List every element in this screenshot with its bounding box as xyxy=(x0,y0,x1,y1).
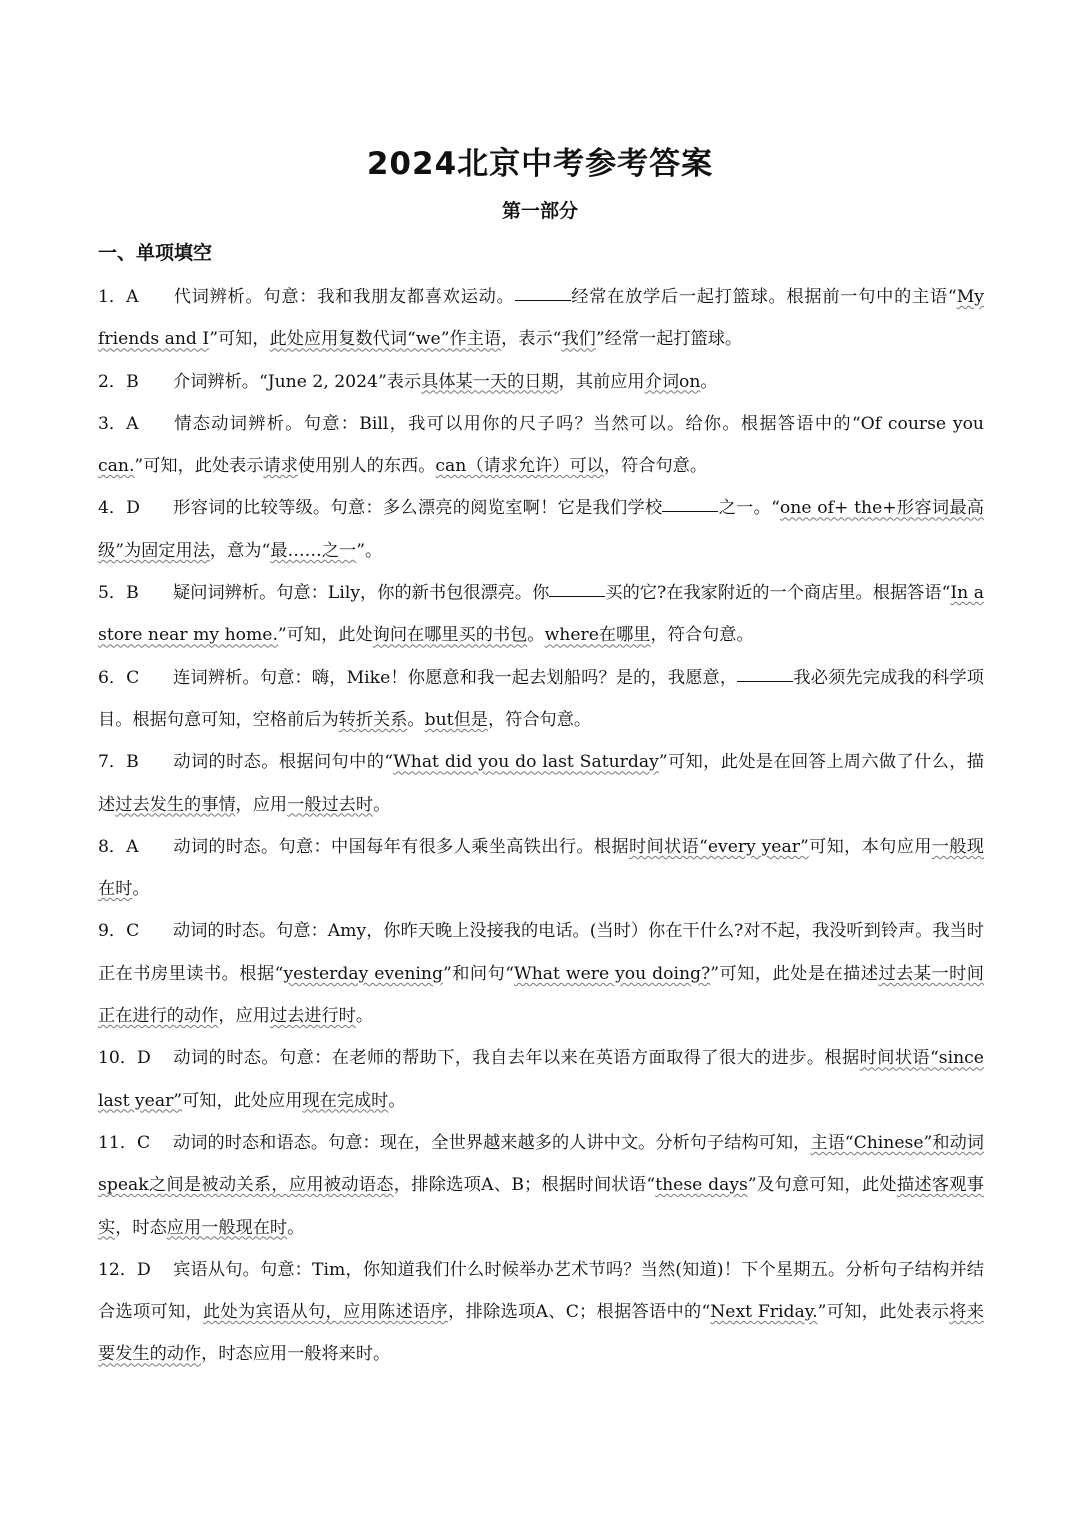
underlined-key-phrase: these days xyxy=(655,1175,748,1196)
answer-text: ”经常一起打篮球。 xyxy=(595,329,743,350)
answer-item xyxy=(98,741,984,826)
answer-text: 买的它?在我家附近的一个商店里。根据答语“ xyxy=(605,583,951,604)
underlined-key-phrase: 描述客观事实 xyxy=(98,1175,984,1238)
underlined-key-phrase: 一般现在时 xyxy=(98,836,984,900)
answer-number: 10．D xyxy=(98,1048,151,1069)
underlined-key-phrase: 过去某一时间正在进行的动作 xyxy=(98,963,984,1027)
answer-text: ”可知，此处表示 xyxy=(134,456,264,477)
answer-item xyxy=(98,657,984,742)
answer-text: 。 xyxy=(388,1090,406,1111)
underlined-key-phrase: 过去进行时 xyxy=(269,1006,356,1027)
answer-text: 使用别人的东西。 xyxy=(297,456,436,477)
answer-text: ，符合句意。 xyxy=(487,709,592,730)
answer-item xyxy=(98,572,984,657)
answer-text: 代词辨析。句意：我和我朋友都喜欢运动。 xyxy=(173,287,515,307)
answer-text: ，排除选项A、B；根据时间状语“ xyxy=(393,1175,656,1196)
underlined-key-phrase: 请求 xyxy=(263,456,298,477)
answer-text: ”及句意可知，此处 xyxy=(747,1175,897,1196)
underlined-key-phrase: but但是 xyxy=(424,709,488,730)
underlined-key-phrase: where在哪里 xyxy=(544,625,651,646)
answer-text: ，时态 xyxy=(115,1217,167,1238)
underlined-key-phrase: 将来要发生的动作 xyxy=(98,1302,984,1365)
answer-text: 情态动词辨析。句意：Bill，我可以用你的尺子吗？当然可以。给你。根据答语中的“Of course you xyxy=(173,413,984,434)
answer-text: 连词辨析。句意：嗨，Mike！你愿意和我一起去划船吗？是的，我愿意， xyxy=(173,667,738,688)
underlined-key-phrase: 此处为宾语从句，应用陈述语序 xyxy=(203,1302,449,1323)
answer-text: ”和问句“ xyxy=(443,963,515,984)
answer-text: ，其前应用 xyxy=(558,371,645,392)
answer-text: ”可知，此处 xyxy=(277,625,373,646)
underlined-key-phrase: 一般过去时 xyxy=(287,794,374,815)
answer-list xyxy=(98,276,984,1376)
underlined-key-phrase: 询问在哪里买的书包 xyxy=(372,625,528,646)
answer-item xyxy=(98,276,984,361)
answer-text: 。 xyxy=(373,794,391,815)
answer-text: 。 xyxy=(287,1217,305,1238)
underlined-key-phrase: 应用一般现在时 xyxy=(166,1217,288,1238)
answer-text: 动词的时态。根据问句中的“ xyxy=(173,752,394,773)
answer-number: 9．C xyxy=(98,921,140,942)
fill-blank xyxy=(737,680,793,682)
answer-item xyxy=(98,403,984,488)
answer-text: 。 xyxy=(355,1006,374,1027)
answer-text: 形容词的比较等级。句意：多么漂亮的阅览室啊！它是我们学校 xyxy=(173,498,663,519)
underlined-key-phrase: Next Friday. xyxy=(710,1302,818,1323)
fill-blank xyxy=(515,299,571,301)
answer-number: 3．A xyxy=(98,413,139,434)
answer-text: 。 xyxy=(407,709,425,730)
answer-text: 动词的时态。句意：Amy，你昨天晚上没接我的电话。(当时）你在干什么?对不起，我没听到铃声。我当时正在书房里读书。根据“ xyxy=(98,921,984,984)
answer-text: 可知，此处应用 xyxy=(182,1090,303,1111)
answer-text: 动词的时态。句意：在老师的帮助下，我自去年以来在英语方面取得了很大的进步。根据 xyxy=(173,1048,860,1069)
underlined-key-phrase: one of+ the+形容词最高级”为固定用法 xyxy=(98,498,984,561)
underlined-key-phrase: can. xyxy=(98,456,135,477)
answer-item xyxy=(98,910,984,1037)
answer-text: 介词辨析。“June 2, 2024”表示 xyxy=(173,371,422,392)
answer-number: 4．D xyxy=(98,498,140,519)
underlined-key-phrase: 介词on xyxy=(644,371,701,392)
answer-text: 。 xyxy=(700,371,718,392)
answer-text: 之一。“ xyxy=(718,498,780,519)
underlined-key-phrase: 过去发生的事情 xyxy=(115,794,236,815)
underlined-key-phrase: In a store near my home. xyxy=(98,583,984,646)
answer-text: 我必须先完成我的科学项目。根据句意可知，空格前后为 xyxy=(98,667,984,730)
underlined-key-phrase: What did you do last Saturday xyxy=(393,752,659,773)
fill-blank xyxy=(662,510,718,512)
answer-text: ，符合句意。 xyxy=(650,625,754,646)
answer-text: ，意为“ xyxy=(209,540,271,561)
underlined-key-phrase: 具体某一天的日期 xyxy=(421,371,559,392)
underlined-key-phrase: 现在完成时 xyxy=(302,1090,389,1111)
answer-text: ，应用 xyxy=(218,1006,270,1027)
answer-text: ，应用 xyxy=(235,794,288,815)
answer-text: 。 xyxy=(132,879,150,900)
answer-text: ，排除选项A、C；根据答语中的“ xyxy=(448,1302,711,1323)
underlined-key-phrase: 主语“Chinese”和动词speak之间是被动关系，应用被动语态 xyxy=(98,1132,984,1196)
answer-number: 8．A xyxy=(98,836,139,857)
answer-text: 动词的时态。句意：中国每年有很多人乘坐高铁出行。根据 xyxy=(173,836,629,857)
answer-item xyxy=(98,1037,984,1122)
underlined-key-phrase: 时间状语“every year” xyxy=(628,836,809,857)
answer-number: 6．C xyxy=(98,667,140,688)
answer-item xyxy=(98,487,984,572)
answer-text: 经常在放学后一起打篮球。根据前一句中的主语“ xyxy=(570,287,957,307)
answer-number: 11．C xyxy=(98,1132,151,1153)
underlined-key-phrase: can（请求允许）可以 xyxy=(435,456,604,477)
underlined-key-phrase: My friends and I xyxy=(98,287,984,350)
underlined-key-phrase: yesterday evening xyxy=(283,963,443,984)
answer-item xyxy=(98,1249,984,1376)
answer-text: ”。 xyxy=(356,540,383,561)
underlined-key-phrase: 转折关系 xyxy=(338,709,408,730)
answer-number: 5．B xyxy=(98,583,139,604)
answer-text: 可知，本句应用 xyxy=(808,836,932,857)
answer-text: ”可知，此处是在描述 xyxy=(710,963,879,984)
answer-text: ”可知，此处表示 xyxy=(817,1302,950,1323)
underlined-key-phrase: 时间状语“since last year” xyxy=(98,1048,984,1111)
answer-number: 1．A xyxy=(98,287,139,307)
underlined-key-phrase: 此处应用复数代词“we”作主语 xyxy=(269,329,502,350)
answer-text: 动词的时态和语态。句意：现在，全世界越来越多的人讲中文。分析句子结构可知， xyxy=(173,1132,811,1153)
answer-item xyxy=(98,1122,984,1249)
fill-blank xyxy=(549,595,605,597)
part-heading: 第一部分 xyxy=(501,200,578,222)
underlined-key-phrase: 最……之一 xyxy=(270,540,357,561)
answer-text: ”可知，此处是在回答上周六做了什么，描述 xyxy=(98,752,984,815)
page-title: 2024北京中考参考答案 xyxy=(366,146,714,182)
underlined-key-phrase: 我们 xyxy=(561,329,596,350)
answer-number: 2．B xyxy=(98,371,139,392)
answer-text: ，时态应用一般将来时。 xyxy=(201,1344,391,1365)
answer-text: ，表示“ xyxy=(501,329,562,350)
answer-text: 宾语从句。句意：Tim，你知道我们什么时候举办艺术节吗？当然(知道)！下个星期五。分析句子结构并结合选项可知， xyxy=(98,1259,984,1323)
answer-number: 7．B xyxy=(98,752,139,773)
answer-text: 疑问词辨析。句意：Lily，你的新书包很漂亮。你 xyxy=(173,583,550,604)
section-heading: 一、单项填空 xyxy=(98,242,213,264)
underlined-key-phrase: What were you doing? xyxy=(514,963,711,984)
answer-text: ”可知， xyxy=(209,329,270,350)
answer-text: 。 xyxy=(527,625,545,646)
answer-text: ，符合句意。 xyxy=(603,456,708,477)
answer-number: 12．D xyxy=(98,1259,151,1280)
answer-item xyxy=(98,361,984,403)
answer-item xyxy=(98,826,984,911)
